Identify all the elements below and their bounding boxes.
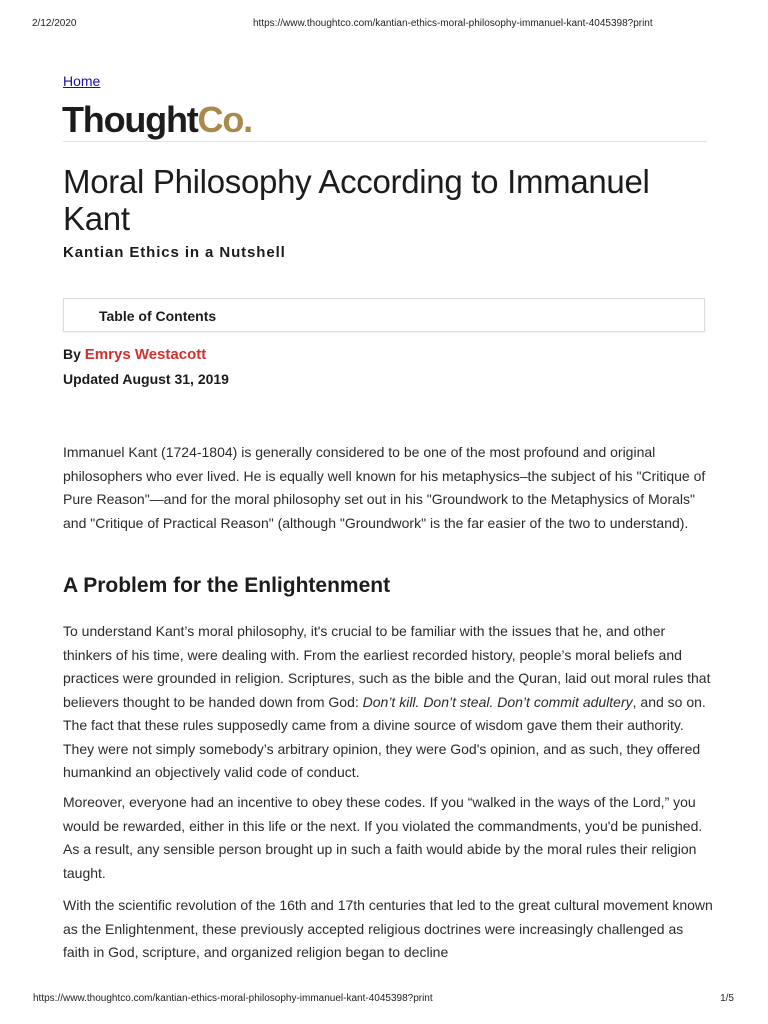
- paragraph-4: With the scientific revolution of the 16th and 17th centuries that led to the great cultural movement known as the Enlightenment, these previously accepted religious doctrines were increasingly challenged as faith in God, scripture, and organized religion began to decline: [63, 897, 713, 960]
- paragraph-intro: Immanuel Kant (1724-1804) is generally considered to be one of the most profound and original philosophers who ever lived. He is equally well known for his metaphysics–the subject of his "Critique of Pure Reason"—and for the moral philosophy set out in his "Groundwork to the Metaphysics of Morals" and "Critique of Practical Reason" (although "Groundwork" is the far easier of the two to understand).: [63, 444, 706, 531]
- article-title: Moral Philosophy According to Immanuel Kant: [63, 163, 650, 237]
- paragraph-3: Moreover, everyone had an incentive to obey these codes. If you “walked in the ways of the Lord,” you would be rewarded, either in this life or the next. If you violated the commandments, you'd be punished. As a result, any sensible person brought up in such a faith would abide by the moral rules their religion taught.: [63, 794, 703, 881]
- toc-label: Table of Contents: [99, 308, 217, 324]
- by-prefix: By: [63, 346, 85, 362]
- logo-co: Co.: [197, 99, 252, 140]
- print-header: [32, 18, 734, 29]
- paragraph-2-italic: Don’t kill. Don’t steal. Don’t commit adultery: [362, 693, 633, 710]
- logo-thought: Thought: [62, 99, 198, 140]
- table-of-contents-toggle[interactable]: [63, 298, 705, 332]
- article-subtitle: Kantian Ethics in a Nutshell: [63, 244, 286, 261]
- updated-date: Updated August 31, 2019: [63, 371, 229, 387]
- print-url: https://www.thoughtco.com/kantian-ethics-moral-philosophy-immanuel-kant-4045398?print: [253, 18, 653, 29]
- footer-url: https://www.thoughtco.com/kantian-ethics-moral-philosophy-immanuel-kant-4045398?print: [33, 993, 433, 1004]
- paragraph-2-text-a: To understand Kant’s moral philosophy, it's crucial to be familiar with the issues that he, and other thinkers of his time, were dealing with. From the earliest recorded history, people’s moral beliefs and practices were grounded in religion. Scriptures, such as the bible and the Quran, laid out moral rules that believers thought to be handed down from God:: [63, 623, 711, 710]
- paragraph-2-text-b: , and so on. The fact that these rules supposedly came from a divine source of wisdom gave them their authority. They were not simply somebody’s arbitrary opinion, they were God's opinion, and as such, they offered humankind an objectively valid code of conduct.: [63, 693, 706, 780]
- section-heading: A Problem for the Enlightenment: [63, 574, 391, 597]
- thoughtco-logo[interactable]: [62, 98, 252, 142]
- home-link[interactable]: Home: [63, 73, 101, 89]
- print-footer: [33, 993, 734, 1004]
- byline: [63, 346, 206, 363]
- paragraph-2: [63, 620, 713, 785]
- print-date: 2/12/2020: [32, 18, 77, 29]
- author-link[interactable]: Emrys Westacott: [84, 346, 207, 363]
- header-divider: [63, 141, 707, 142]
- page-number: 1/5: [720, 993, 734, 1004]
